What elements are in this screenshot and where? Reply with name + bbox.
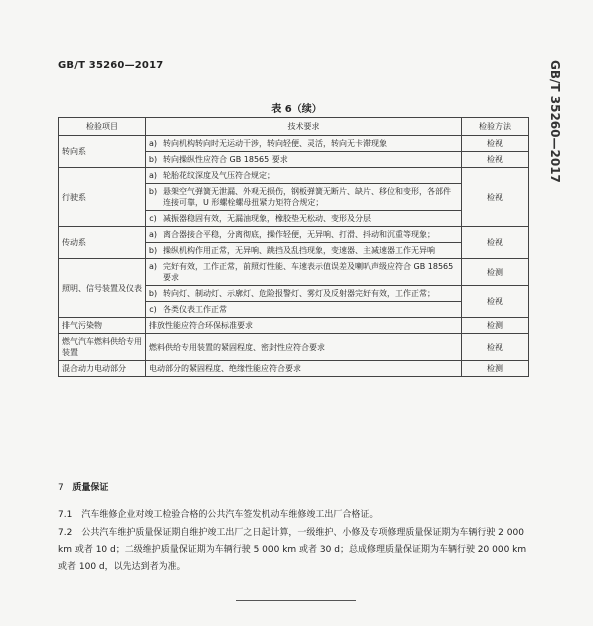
- section-heading: [58, 480, 108, 493]
- method-cell: 检视: [462, 286, 529, 318]
- requirement-cell: 排放性能应符合环保标准要求: [146, 318, 462, 334]
- item-cell: 传动系: [59, 227, 146, 259]
- requirement-cell: 燃料供给专用装置的紧固程度、密封性应符合要求: [146, 334, 462, 361]
- section-number: 7: [58, 483, 64, 493]
- requirement-cell: 离合器接合平稳，分离彻底，操作轻便，无异响、打滑、抖动和沉重等现象；: [160, 227, 462, 243]
- table-row: [59, 318, 529, 334]
- row-mark: b): [146, 286, 161, 302]
- method-cell: 检视: [462, 227, 529, 259]
- item-cell: 行驶系: [59, 168, 146, 227]
- section-title: 质量保证: [72, 483, 109, 493]
- side-standard-code: GB/T 35260—2017: [548, 60, 562, 183]
- method-cell: 检测: [462, 361, 529, 377]
- method-cell: 检测: [462, 318, 529, 334]
- item-cell: 燃气汽车燃料供给专用装置: [59, 334, 146, 361]
- item-cell: 转向系: [59, 136, 146, 168]
- paragraph-7-2: 7.2 公共汽车维护质量保证期自维护竣工出厂之日起计算，一级维护、小修及专项修理质量保证期为车辆行驶 2 000 km 或者 10 d；二级维护质量保证期为车辆行驶 5 000 km 或者 30 d；总成修理质量保证期为车辆行驶 20 000 km 或者 100 d，以先达到者为准。: [58, 528, 527, 572]
- row-mark: c): [146, 302, 161, 318]
- requirement-cell: 轮胎花纹深度及气压符合规定；: [160, 168, 462, 184]
- row-mark: b): [146, 152, 161, 168]
- paragraph-7-1: 7.1 汽车维修企业对竣工检验合格的公共汽车签发机动车维修竣工出厂合格证。: [58, 510, 379, 520]
- inspection-table: [58, 117, 529, 377]
- table-row: [59, 361, 529, 377]
- method-cell: 检视: [462, 152, 529, 168]
- item-cell: 照明、信号装置及仪表: [59, 259, 146, 318]
- method-cell: 检视: [462, 168, 529, 227]
- table-row: [59, 227, 529, 243]
- table-title: 表 6（续）: [271, 104, 322, 115]
- item-cell: 混合动力电动部分: [59, 361, 146, 377]
- footer-rule: [236, 600, 356, 601]
- header-method: 检验方法: [462, 118, 529, 136]
- method-cell: 检测: [462, 259, 529, 286]
- requirement-cell: 电动部分的紧固程度、绝缘性能应符合要求: [146, 361, 462, 377]
- requirement-cell: 转向机构转向时无运动干涉，转向轻便、灵活，转向无卡滞现象: [160, 136, 462, 152]
- requirement-cell: 转向操纵性应符合 GB 18565 要求: [160, 152, 462, 168]
- row-mark: b): [146, 184, 161, 211]
- requirement-cell: 完好有效，工作正常，前照灯性能、车速表示值误差及喇叭声级应符合 GB 18565 要求: [160, 259, 462, 286]
- requirement-cell: 操纵机构作用正常，无异响、跳挡及乱挡现象，变速器、主减速器工作无异响: [160, 243, 462, 259]
- table-header-row: [59, 118, 529, 136]
- row-mark: b): [146, 243, 161, 259]
- row-mark: a): [146, 136, 161, 152]
- standard-code: GB/T 35260—2017: [58, 60, 164, 71]
- table-row: [59, 334, 529, 361]
- header-requirement: 技术要求: [146, 118, 462, 136]
- table-row: [59, 168, 529, 184]
- method-cell: 检视: [462, 334, 529, 361]
- row-mark: a): [146, 168, 161, 184]
- method-cell: 检视: [462, 136, 529, 152]
- requirement-cell: 各类仪表工作正常: [160, 302, 462, 318]
- item-cell: 排气污染物: [59, 318, 146, 334]
- row-mark: c): [146, 211, 161, 227]
- row-mark: a): [146, 227, 161, 243]
- row-mark: a): [146, 259, 161, 286]
- table-row: [59, 259, 529, 286]
- requirement-cell: 转向灯、制动灯、示廓灯、危险报警灯、雾灯及反射器完好有效，工作正常；: [160, 286, 462, 302]
- header-item: 检验项目: [59, 118, 146, 136]
- table-row: [59, 136, 529, 152]
- requirement-cell: 悬架空气弹簧无泄漏、外观无损伤，钢板弹簧无断片、缺片、移位和变形，各部件连接可靠，U 形螺栓螺母扭紧力矩符合规定；: [160, 184, 462, 211]
- requirement-cell: 减振器稳固有效，无漏油现象，橡胶垫无松动、变形及分层: [160, 211, 462, 227]
